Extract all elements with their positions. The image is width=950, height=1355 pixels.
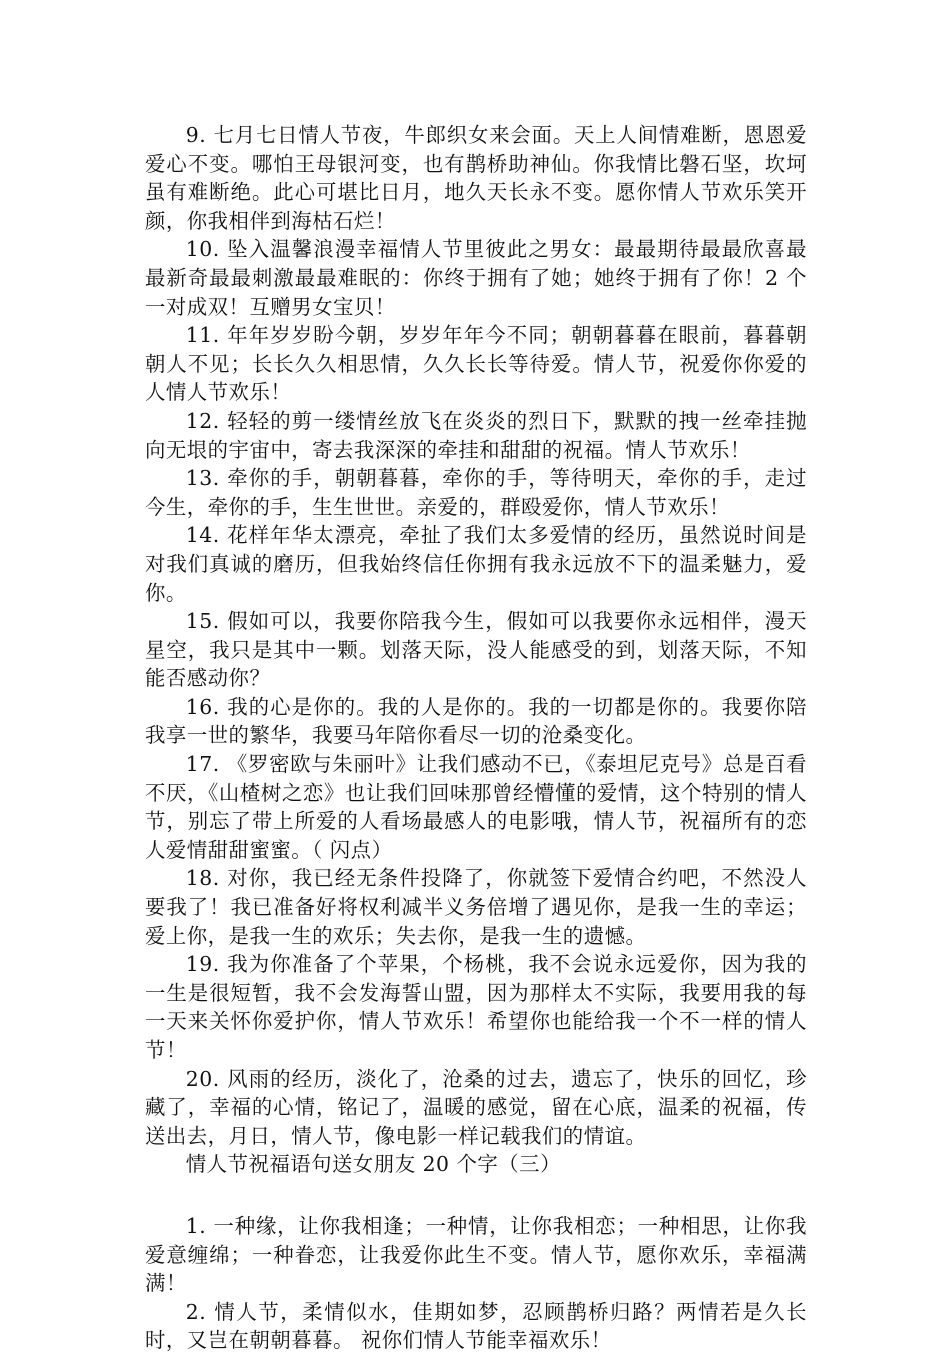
paragraph-20: 20. 风雨的经历，淡化了，沧桑的过去，遗忘了，快乐的回忆，珍藏了，幸福的心情，铭记了，温暖的感觉，留在心底，温柔的祝福，传送出去，月日，情人节，像电影一样记载我们的情谊。 xyxy=(145,1066,807,1148)
paragraph-19: 19. 我为你准备了个苹果，个杨桃，我不会说永远爱你，因为我的一生是很短暂，我不会发海誓山盟，因为那样太不实际，我要用我的每一天来关怀你爱护你，情人节欢乐！希望你也能给我一个不一样的情人节！ xyxy=(145,952,807,1062)
paragraph-9: 9. 七月七日情人节夜，牛郎织女来会面。天上人间情难断，恩恩爱爱心不变。哪怕王母银河变，也有鹊桥助神仙。你我情比磐石坚，坎坷虽有难断绝。此心可堪比日月，地久天长永不变。愿你情人节欢乐笑开颜，你我相伴到海枯石烂！ xyxy=(145,123,807,233)
blank-line xyxy=(145,1179,807,1212)
paragraph-11: 11. 年年岁岁盼今朝，岁岁年年今不同；朝朝暮暮在眼前，暮暮朝朝人不见；长长久久相思情，久久长长等待爱。情人节，祝爱你你爱的人情人节欢乐！ xyxy=(145,323,807,405)
paragraph-18: 18. 对你，我已经无条件投降了，你就签下爱情合约吧，不然没人要我了！我已准备好将权利减半义务倍增了遇见你，是我一生的幸运；爱上你，是我一生的欢乐；失去你，是我一生的遗憾。 xyxy=(145,866,807,948)
document-page xyxy=(145,121,807,1355)
paragraph-12: 12. 轻轻的剪一缕情丝放飞在炎炎的烈日下，默默的拽一丝牵挂抛向无垠的宇宙中，寄去我深深的牵挂和甜甜的祝福。情人节欢乐！ xyxy=(145,408,807,462)
paragraph-16: 16. 我的心是你的。我的人是你的。我的一切都是你的。我要你陪我享一世的繁华，我要马年陪你看尽一切的沧桑变化。 xyxy=(145,694,807,748)
paragraph-17: 17. 《罗密欧与朱丽叶》让我们感动不已，《泰坦尼克号》总是百看不厌，《山楂树之恋》也让我们回味那曾经懵懂的爱情，这个特别的情人节，别忘了带上所爱的人看场最感人的电影哦，情人节，祝福所有的恋人爱情甜甜蜜蜜。（ 闪点） xyxy=(145,752,807,862)
paragraph-10: 10. 坠入温馨浪漫幸福情人节里彼此之男女：最最期待最最欣喜最最新奇最最刺激最最难眠的：你终于拥有了她；她终于拥有了你！2 个一对成双！互赠男女宝贝！ xyxy=(145,237,807,319)
paragraph-1: 1. 一种缘，让你我相逢；一种情，让你我相恋；一种相思，让你我爱意缠绵；一种眷恋，让我爱你此生不变。情人节，愿你欢乐，幸福满满！ xyxy=(145,1213,807,1296)
paragraph-14: 14. 花样年华太漂亮，牵扯了我们太多爱情的经历，虽然说时间是对我们真诚的磨历，但我始终信任你拥有我永远放不下的温柔魅力，爱你。 xyxy=(145,523,807,605)
section-heading: 情人节祝福语句送女朋友 20 个字（三） xyxy=(185,1152,561,1177)
paragraph-15: 15. 假如可以，我要你陪我今生，假如可以我要你永远相伴，漫天星空，我只是其中一颗。划落天际，没人能感受的到，划落天际，不知能否感动你？ xyxy=(145,609,807,691)
paragraph-2: 2. 情人节，柔情似水，佳期如梦，忍顾鹊桥归路？两情若是久长时，又岂在朝朝暮暮。 祝你们情人节能幸福欢乐！ xyxy=(145,1299,807,1353)
paragraph-13: 13. 牵你的手，朝朝暮暮，牵你的手，等待明天，牵你的手，走过今生，牵你的手，生生世世。亲爱的，群殴爱你，情人节欢乐！ xyxy=(145,466,807,519)
